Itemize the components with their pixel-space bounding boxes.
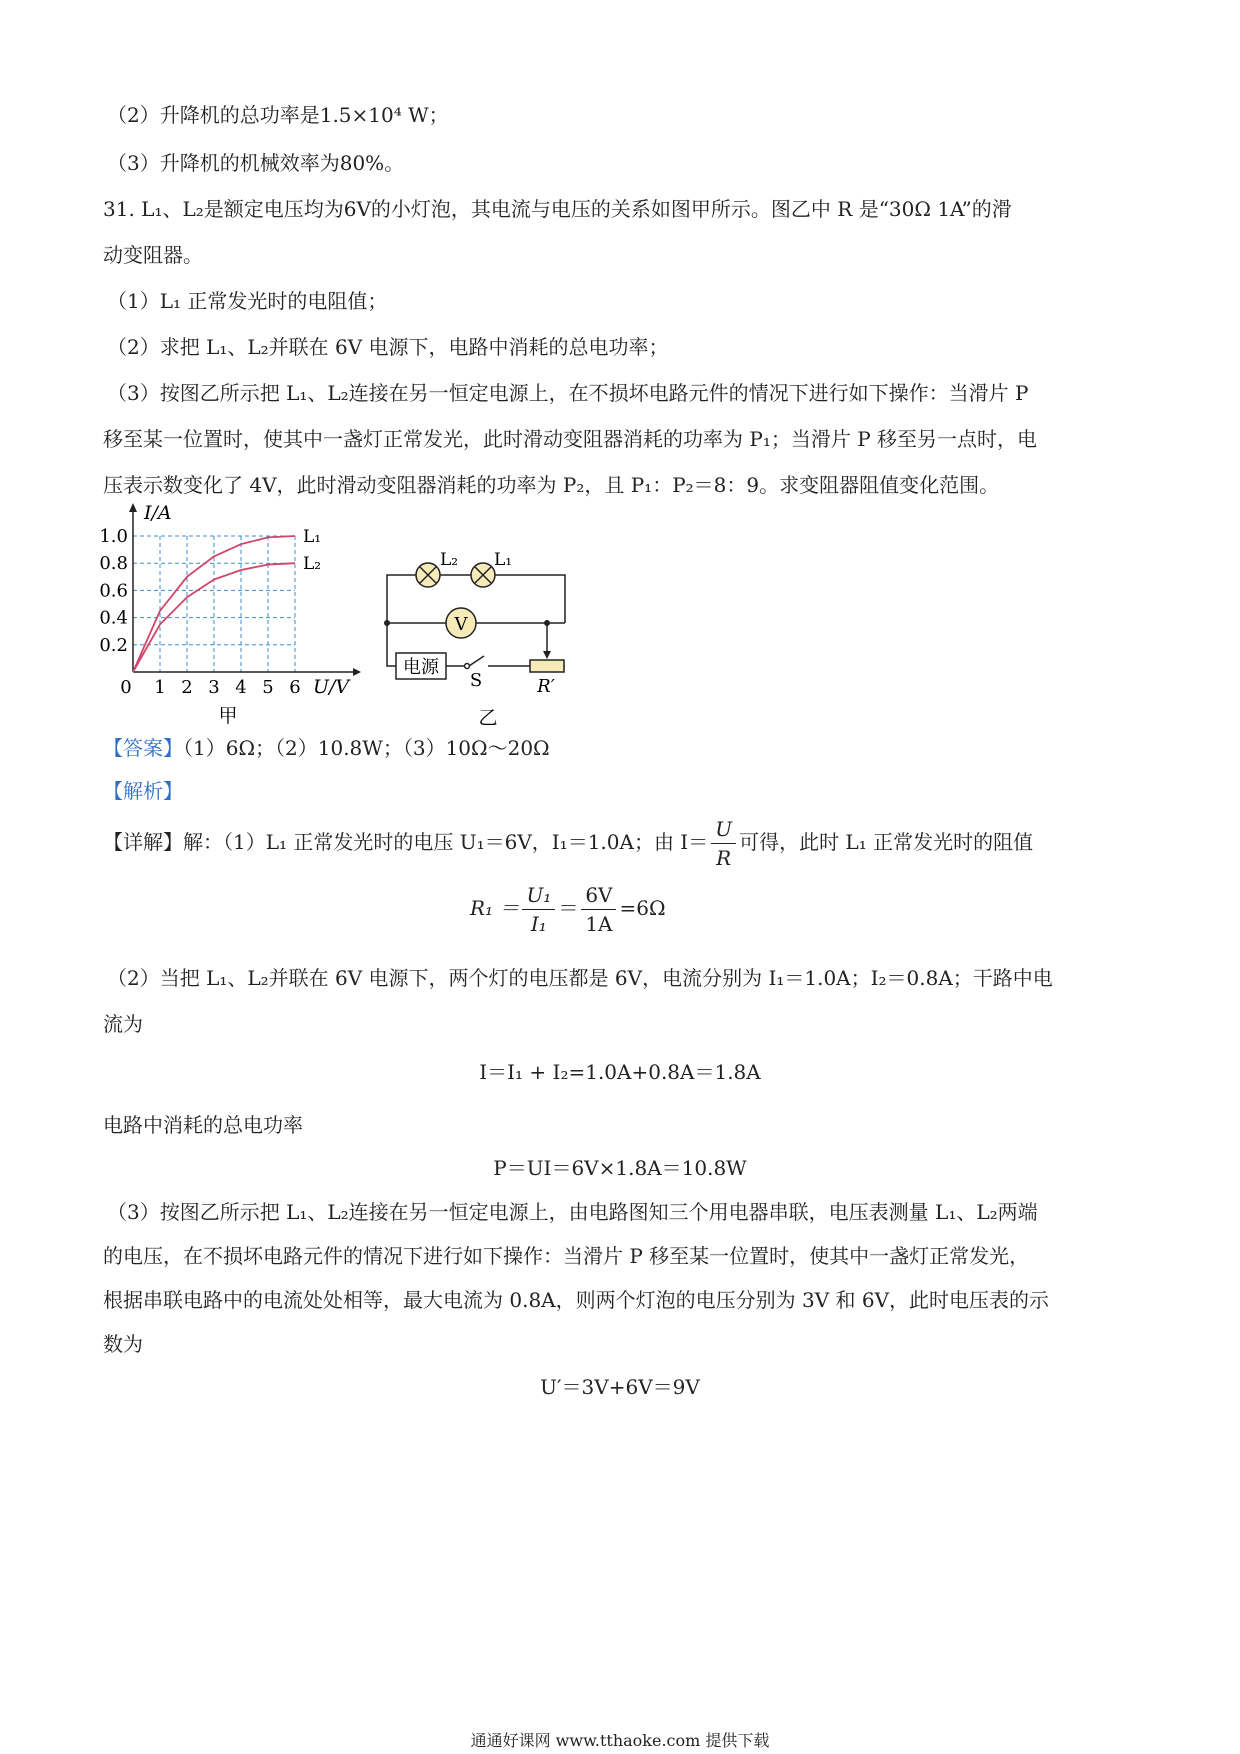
y-tick-label: 0.6 <box>99 580 128 602</box>
detail-line-3: 根据串联电路中的电流处处相等，最大电流为 0.8A，则两个灯泡的电压分别为 3V 和 6V，此时电压表的示 <box>103 1288 1050 1312</box>
detail-line-3: （3）按图乙所示把 L₁、L₂连接在另一恒定电源上，由电路图知三个用电器串联，电压表测量 L₁、L₂两端 <box>107 1200 1038 1224</box>
y-tick-label: 0.8 <box>99 553 128 575</box>
y-tick-label: 0.4 <box>99 607 128 629</box>
curves <box>133 527 321 672</box>
y-tick-label: 1.0 <box>99 526 128 547</box>
equation-4: U′＝3V+6V＝9V <box>540 1375 700 1399</box>
x-tick-label: 4 <box>235 677 247 698</box>
answer-tag: 【答案】 <box>103 736 183 760</box>
analysis-tag: 【解析】 <box>103 779 183 803</box>
fraction <box>522 881 555 938</box>
detail-line-2: 流为 <box>103 1012 143 1036</box>
figure-jia-graph <box>98 500 378 730</box>
origin-label: 0 <box>120 677 132 698</box>
fraction <box>581 881 616 938</box>
fraction-denominator: I₁ <box>530 912 547 936</box>
switch-label: S <box>469 670 483 691</box>
sub-question-3: 移至某一位置时，使其中一盏灯正常发光，此时滑动变阻器消耗的功率为 P₁；当滑片 P 移至另一点时，电 <box>103 427 1038 451</box>
detail-text: 解：（1）L₁ 正常发光时的电压 U₁＝6V，I₁＝1.0A；由 I＝ <box>183 830 709 854</box>
wire-right <box>485 575 565 623</box>
x-tick-label: 2 <box>181 677 193 698</box>
junction-dot <box>384 620 390 626</box>
detail-line-3: 的电压，在不损坏电路元件的情况下进行如下操作：当滑片 P 移至某一位置时，使其中一盏灯正常发光， <box>103 1244 1030 1268</box>
rheostat-icon <box>530 660 564 672</box>
power-source-label: 电源 <box>403 657 439 678</box>
figure-yi-circuit <box>380 548 590 730</box>
switch-contact-icon <box>465 664 470 669</box>
ohm-law-fraction <box>711 815 736 872</box>
junction-dot <box>544 620 550 626</box>
question-31-line: 31. L₁、L₂是额定电压均为6V的小灯泡，其电流与电压的关系如图甲所示。图乙中 R 是“30Ω 1A”的滑 <box>103 197 1012 221</box>
voltmeter-label: V <box>454 614 468 635</box>
question-31-line: 动变阻器。 <box>103 243 203 267</box>
answer-text: （1）6Ω；（2）10.8W；（3）10Ω～20Ω <box>183 736 550 760</box>
x-tick-label: 6 <box>289 677 301 698</box>
x-tick-label: 5 <box>262 677 274 698</box>
switch-blade <box>469 656 484 666</box>
detail-line-2: （2）当把 L₁、L₂并联在 6V 电源下，两个灯的电压都是 6V，电流分别为 I₁＝1.0A；I₂＝0.8A；干路中电 <box>107 966 1053 990</box>
sub-question-3: 压表示数变化了 4V，此时滑动变阻器消耗的功率为 P₂，且 P₁：P₂＝8：9。求变阻器阻值变化范围。 <box>103 473 1000 497</box>
lamp-label: L₁ <box>494 550 513 570</box>
lamp-l1-icon <box>471 563 495 587</box>
text-line: （2）升降机的总功率是1.5×10⁴ W； <box>107 103 449 127</box>
x-tick-label: 1 <box>154 677 166 698</box>
detail-tag: 【详解】 <box>103 830 183 854</box>
equation-3: P＝UI＝6V×1.8A＝10.8W <box>493 1156 747 1180</box>
equation-part: ＝ <box>558 896 579 920</box>
sub-question-3: （3）按图乙所示把 L₁、L₂连接在另一恒定电源上，在不损坏电路元件的情况下进行如下操作：当滑片 P <box>107 381 1029 405</box>
series-label: L₂ <box>303 554 322 575</box>
figure-caption-yi: 乙 <box>478 707 498 729</box>
y-axis-arrow-icon <box>129 503 137 512</box>
equation-part: =6Ω <box>619 896 666 920</box>
lamp-l2-icon <box>416 563 440 587</box>
x-axis-arrow-icon <box>353 668 361 676</box>
fraction-numerator: U₁ <box>522 881 555 910</box>
detail-line-2: 电路中消耗的总电功率 <box>103 1113 303 1137</box>
x-axis-label: U/V <box>313 676 350 698</box>
sub-question-2: （2）求把 L₁、L₂并联在 6V 电源下，电路中消耗的总电功率； <box>107 335 669 359</box>
lamp-label: L₂ <box>440 550 459 570</box>
fraction-denominator: R <box>716 846 732 870</box>
equation-1 <box>470 878 666 938</box>
answer-line <box>103 734 550 762</box>
rheostat-label: R′ <box>537 676 555 697</box>
detail-text: 可得，此时 L₁ 正常发光时的阻值 <box>739 830 1034 854</box>
detail-line-1 <box>103 814 1033 872</box>
text-line: （3）升降机的机械效率为80%。 <box>107 151 405 175</box>
detail-line-3: 数为 <box>103 1332 143 1356</box>
equation-2: I＝I₁ + I₂=1.0A+0.8A＝1.8A <box>479 1060 761 1084</box>
slider-arrow-icon <box>543 651 551 659</box>
fraction-denominator: 1A <box>585 912 613 936</box>
figure-caption-jia: 甲 <box>218 705 238 727</box>
y-axis-label: I/A <box>144 502 172 524</box>
y-tick-label: 0.2 <box>99 634 128 656</box>
equation-part: R₁ ＝ <box>470 896 520 920</box>
fraction-numerator: 6V <box>581 881 616 910</box>
page-footer: 通通好课网 www.tthaoke.com 提供下载 <box>470 1731 770 1750</box>
fraction-numerator: U <box>711 815 736 844</box>
series-label: L₁ <box>303 527 322 547</box>
sub-question-1: （1）L₁ 正常发光时的电阻值； <box>107 289 388 313</box>
x-tick-label: 3 <box>208 677 220 698</box>
